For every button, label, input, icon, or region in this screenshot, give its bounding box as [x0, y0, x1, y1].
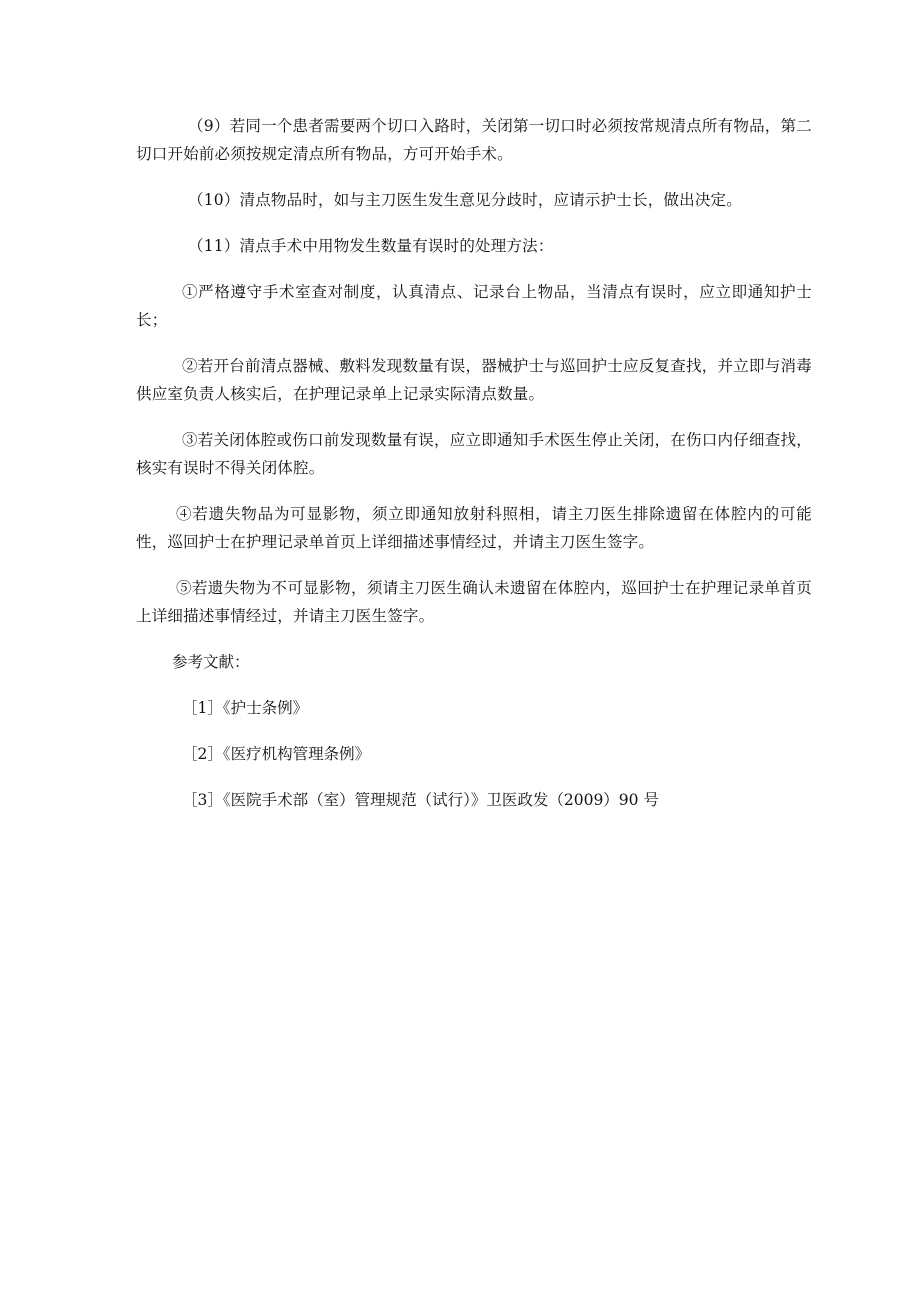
paragraph-subitem-5: ⑤若遗失物为不可显影物，须请主刀医生确认未遗留在体腔内，巡回护士在护理记录单首页上详细描述事情经过，并请主刀医生签字。: [136, 579, 812, 625]
reference-item-2: ［2］《医疗机构管理条例》: [182, 745, 371, 763]
paragraph-item-11: （11）清点手术中用物发生数量有误时的处理方法：: [188, 237, 554, 255]
reference-item-3: ［3］《医院手术部（室）管理规范（试行）》卫医政发（2009）90 号: [182, 791, 659, 809]
document-body: [136, 112, 812, 832]
reference-item-1: ［1］《护士条例》: [182, 699, 309, 717]
paragraph-item-10: （10）清点物品时，如与主刀医生发生意见分歧时，应请示护士长，做出决定。: [188, 191, 742, 209]
paragraph-subitem-1: ①严格遵守手术室查对制度，认真清点、记录台上物品，当清点有误时，应立即通知护士长；: [136, 283, 812, 329]
references-heading: 参考文献：: [172, 653, 250, 671]
paragraph-subitem-4: ④若遗失物品为可显影物，须立即通知放射科照相，请主刀医生排除遗留在体腔内的可能性，巡回护士在护理记录单首页上详细描述事情经过，并请主刀医生签字。: [136, 505, 812, 551]
paragraph-item-9: （9）若同一个患者需要两个切口入路时，关闭第一切口时必须按常规清点所有物品，第二切口开始前必须按规定清点所有物品，方可开始手术。: [136, 117, 812, 163]
paragraph-subitem-2: ②若开台前清点器械、敷料发现数量有误，器械护士与巡回护士应反复查找，并立即与消毒供应室负责人核实后，在护理记录单上记录实际清点数量。: [136, 357, 812, 403]
paragraph-subitem-3: ③若关闭体腔或伤口前发现数量有误，应立即通知手术医生停止关闭，在伤口内仔细查找，核实有误时不得关闭体腔。: [136, 431, 812, 477]
